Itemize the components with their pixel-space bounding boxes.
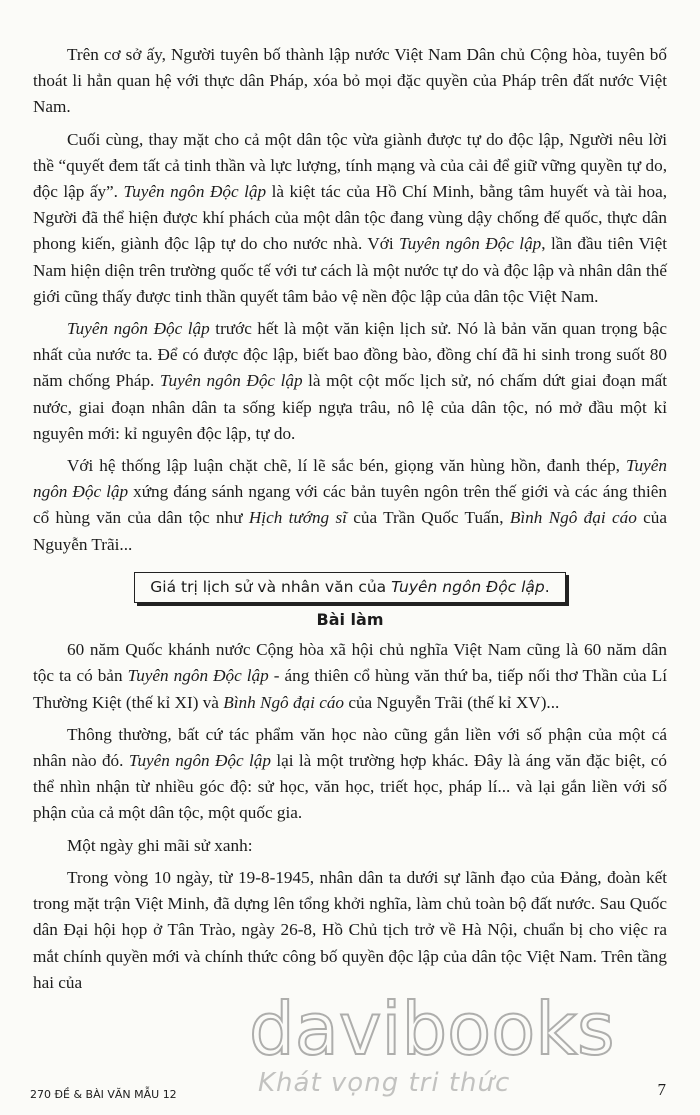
text-run: Cuối cùng, thay mặt cho cả một dân tộc vừa giành được tự do độc lập, Người nêu lời thề “quyết đem tất cả tinh thần và lực lượng, tính mạng và của cải để giữ vững quyền tự do, độc lập ấy”. (33, 129, 667, 202)
italic-title: Tuyên ngôn Độc lập (128, 751, 271, 771)
text-run: Trên cơ sở ấy, Người tuyên bố thành lập nước Việt Nam Dân chủ Cộng hòa, tuyên bố thoát li hẳn quan hệ với thực dân Pháp, xóa bỏ mọi đặc quyền của Pháp trên đất nước Việt Nam. (33, 45, 667, 117)
italic-title: Tuyên ngôn Độc lập (127, 666, 269, 686)
paragraph (33, 637, 667, 716)
text-run: của Trần Quốc Tuấn, (346, 508, 510, 528)
italic-title: Tuyên ngôn Độc lập (33, 456, 667, 502)
italic-title: Tuyên ngôn Độc lập (399, 234, 542, 254)
italic-title: Hịch tướng sĩ (248, 508, 347, 528)
text-run: là một cột mốc lịch sử, nó chấm dứt giai đoạn mất nước, giai đoạn nhân dân ta sống kiếp ngựa trâu, nô lệ của dân tộc, nó mở đầu một kỉ nguyên mới: kỉ nguyên độc lập, tự do. (33, 371, 667, 443)
text-run: của Nguyễn Trãi... (33, 508, 667, 554)
italic-title: Tuyên ngôn Độc lập (159, 371, 303, 391)
section-heading (150, 578, 549, 596)
paragraph (33, 42, 667, 121)
text-run: - áng thiên cổ hùng văn thứ ba, tiếp nối thơ Thần của Lí Thường Kiệt (thế kỉ XI) và (33, 666, 667, 712)
footer-book-title: 270 ĐỀ & BÀI VĂN MẪU 12 (30, 1088, 177, 1101)
text-run: trước hết là một văn kiện lịch sử. Nó là bản văn quan trọng bậc nhất của nước ta. Để có được độc lập, biết bao đồng bào, đồng chí đã hi sinh trong suốt 80 năm chống Pháp. (33, 319, 667, 391)
text-run: Với hệ thống lập luận chặt chẽ, lí lẽ sắc bén, giọng văn hùng hồn, đanh thép, (67, 456, 626, 476)
davibooks-logo-watermark (245, 990, 685, 1070)
italic-title: Tuyên ngôn Độc lập (67, 319, 210, 339)
watermark-tagline: Khát vọng tri thức (258, 1068, 511, 1098)
text-run: , lần đầu tiên Việt Nam hiện diện trên trường quốc tế với tư cách là một nước tự do và độc lập và nhân dân thế giới cũng thấy được tinh thần quyết tâm bảo vệ nền độc lập của dân tộc Việt Nam. (33, 234, 668, 306)
text-run: của Nguyễn Trãi (thế kỉ XV)... (344, 692, 560, 712)
text-run: Thông thường, bất cứ tác phẩm văn học nào cũng gắn liền với số phận của một cá nhân nào đó. (33, 724, 667, 771)
paragraph (33, 127, 667, 310)
paragraph (33, 833, 667, 859)
italic-title: Tuyên ngôn Độc lập (123, 182, 267, 202)
body-text (33, 42, 667, 1002)
text-run: Trong vòng 10 ngày, từ 19-8-1945, nhân dân ta dưới sự lãnh đạo của Đảng, đoàn kết trong mặt trận Việt Minh, đã dựng lên tổng khởi nghĩa, làm chủ toàn bộ đất nước. Sau Quốc dân Đại hội họp ở Tân Trào, ngày 26-8, Hồ Chủ tịch trở về Hà Nội, chuẩn bị cho việc ra mắt chính quyền mới và chính thức công bố quyền độc lập của dân tộc Việt Nam. Trên tầng hai của (33, 867, 667, 992)
text-run: 60 năm Quốc khánh nước Cộng hòa xã hội chủ nghĩa Việt Nam cũng là 60 năm dân tộc ta có bản (33, 640, 667, 686)
text-run: Giá trị lịch sử và nhân văn của (150, 577, 392, 596)
section-heading-box (134, 572, 566, 603)
paragraph (33, 865, 667, 996)
text-run: lại là một trường hợp khác. Đây là áng văn đặc biệt, có thể nhìn nhận từ nhiều góc độ: sử học, văn học, triết học, pháp lí... và lại gắn liền với số phận của cả một dân tộc, một quốc gia. (33, 751, 668, 823)
subheading: Bài làm (316, 610, 384, 630)
page-number: 7 (657, 1080, 666, 1099)
text-run: là kiệt tác của Hồ Chí Minh, bằng tâm huyết và tài hoa, Người đã thể hiện được khí phách của một dân tộc đang vùng dậy chống đế quốc, thực dân phong kiến, giành độc lập tự do cho nước nhà. Với (33, 182, 668, 254)
watermark-logo-text: davibooks (249, 990, 615, 1070)
text-run: . (544, 577, 550, 596)
text-run: Một ngày ghi mãi sử xanh: (67, 835, 253, 855)
paragraphs-top (33, 42, 667, 558)
paragraphs-bottom (33, 637, 667, 996)
italic-title: Bình Ngô đại cáo (509, 508, 637, 528)
text-run: xứng đáng sánh ngang với các bản tuyên ngôn trên thế giới và các áng thiên cổ hùng văn của dân tộc như (33, 482, 667, 528)
paragraph (33, 316, 667, 447)
paragraph (33, 722, 667, 827)
italic-title: Bình Ngô đại cáo (223, 692, 345, 712)
italic-title: Tuyên ngôn Độc lập (391, 577, 545, 596)
paragraph (33, 453, 667, 558)
